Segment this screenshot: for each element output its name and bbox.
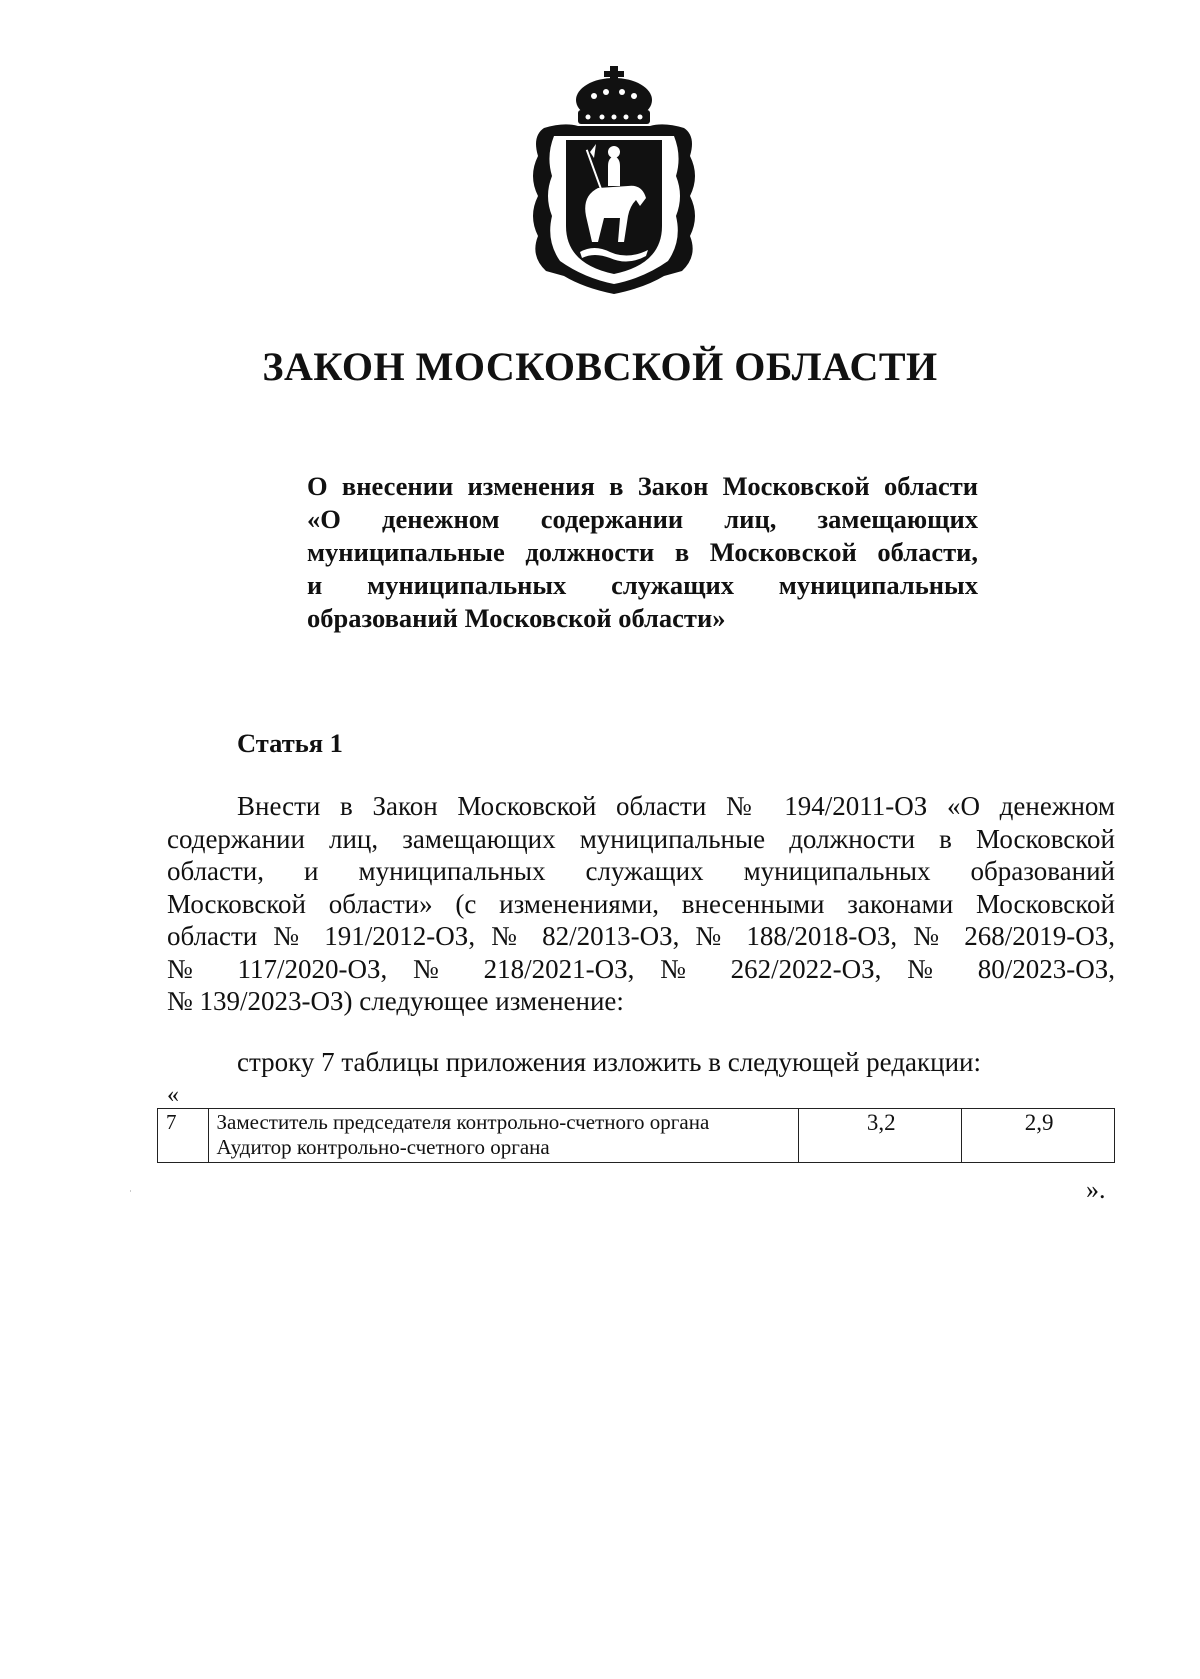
position-line: Заместитель председателя контрольно-счетного органа [216,1110,710,1134]
close-quote: ». [1086,1175,1106,1204]
open-quote: « [167,1082,179,1108]
body-line: Московской области» (с изменениями, внесенными законами Московской [167,888,1115,919]
moscow-oblast-coat-of-arms-icon [524,66,704,296]
body-line: области № 191/2012-ОЗ, № 82/2013-ОЗ, № 188/2018-ОЗ, № 268/2019-ОЗ, [167,921,1115,951]
body-line: области, и муниципальных служащих муниципальных образований [167,856,1115,886]
law-title: ЗАКОН МОСКОВСКОЙ ОБЛАСТИ [262,344,938,389]
body-line: содержании лиц, замещающих муниципальные должности в Московской [167,823,1115,854]
subject-line: «О денежном содержании лиц, замещающих [307,504,978,534]
subject-line: образований Московской области» [307,603,726,633]
body-line: № 117/2020-ОЗ, № 218/2021-ОЗ, № 262/2022-ОЗ, № 80/2023-ОЗ, [167,953,1115,984]
row-number-cell: 7 [158,1109,209,1163]
margin-mark [130,1190,131,1192]
amendment-table [157,1108,1115,1163]
article-heading: Статья 1 [237,728,343,758]
body-line: Внести в Закон Московской области № 194/2011-ОЗ «О денежном [237,791,1115,821]
body-line: № 139/2023-ОЗ) следующее изменение: [167,986,624,1016]
value-cell-2: 2,9 [962,1109,1115,1163]
table-row [158,1109,1115,1163]
law-subject [307,470,978,635]
subject-line: и муниципальных служащих муниципальных [307,570,978,600]
amendment-instruction: строку 7 таблицы приложения изложить в следующей редакции: [237,1047,982,1077]
subject-line: О внесении изменения в Закон Московской области [307,471,978,501]
subject-line: муниципальные должности в Московской области, [307,537,978,567]
value-cell-1: 3,2 [799,1109,962,1163]
position-cell [208,1109,799,1163]
article-body [167,790,1115,1018]
position-line: Аудитор контрольно-счетного органа [216,1135,550,1159]
